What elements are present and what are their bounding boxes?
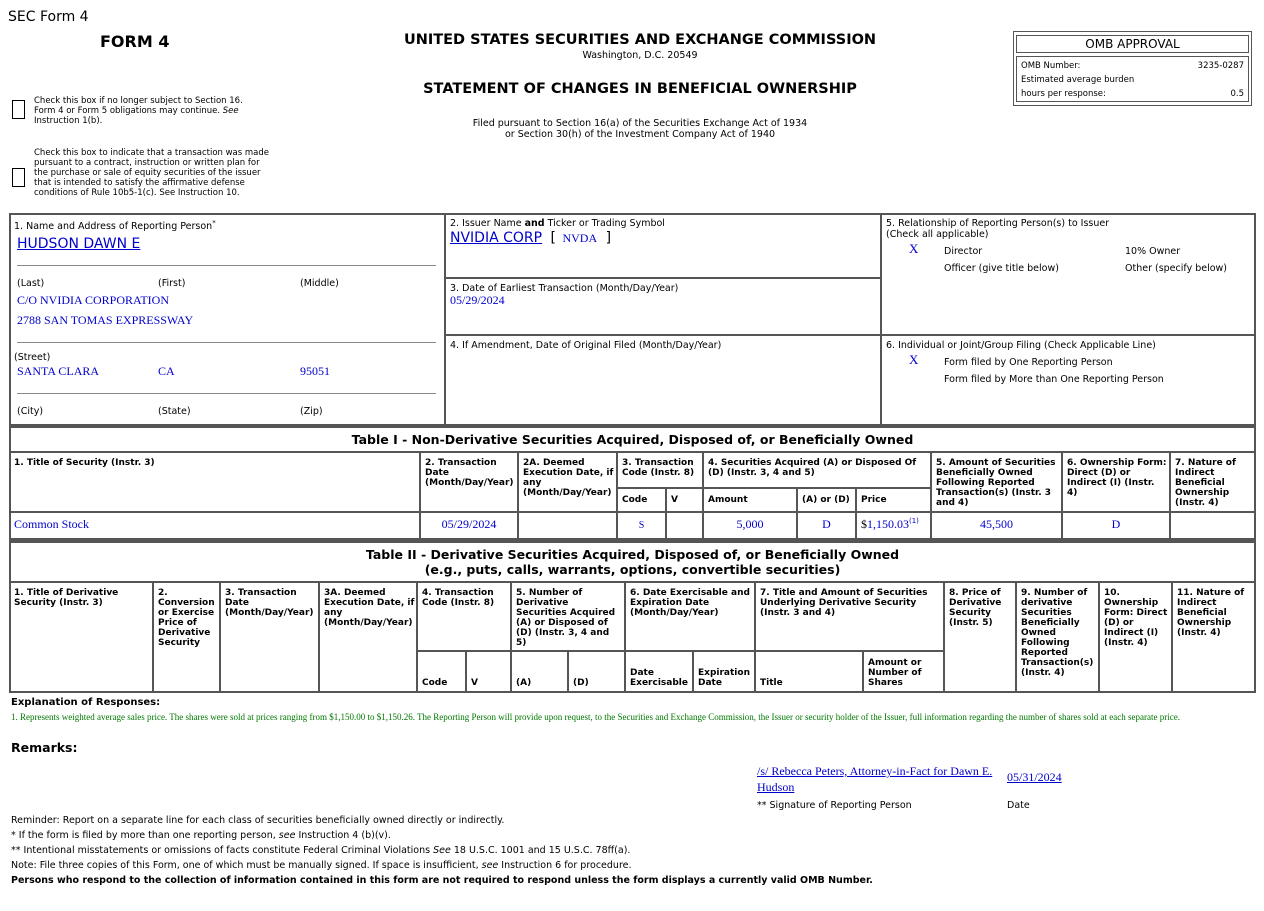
divider — [17, 342, 436, 343]
omb-burden-label2: hours per response: — [1021, 89, 1106, 99]
form-title: FORM 4 — [100, 32, 170, 51]
t2-h10: 10. Ownership Form: Direct (D) or Indirect (I) (Instr. 4) — [1104, 588, 1168, 648]
t1-h3: 3. Transaction Code (Instr. 8) — [622, 458, 695, 478]
t1-row-form: D — [1111, 517, 1121, 531]
footer-l4-see: see — [481, 860, 499, 871]
omb-details — [1016, 56, 1249, 102]
t1-h4: 4. Securities Acquired (A) or Disposed Of (D) (Instr. 3, 4 and 5) — [708, 458, 917, 478]
divider — [17, 265, 436, 266]
footer-l4-post: Instruction 6 for procedure. — [498, 860, 632, 871]
footer-l3-pre: ** Intentional misstatements or omissions of facts constitute Federal Criminal Violations — [11, 845, 434, 856]
footer-reminder: Reminder: Report on a separate line for each class of securities beneficially owned directly or indirectly. — [11, 815, 505, 826]
table2-title — [9, 547, 1256, 577]
commission-city: Washington, D.C. 20549 — [582, 50, 698, 61]
divider — [9, 538, 1256, 540]
t1-row-price — [861, 517, 919, 532]
reporting-person-name-link[interactable]: HUDSON DAWN E — [17, 236, 141, 252]
t2-h5: 5. Number of Derivative Securities Acquired (A) or Disposed of (D) (Instr. 3, 4 and 5) — [516, 588, 616, 648]
officer-label: Officer (give title below) — [944, 263, 1059, 274]
rule10b5-text: Check this box to indicate that a transaction was made pursuant to a contract, instruction or written plan for the purchase or sale of equity securities of the issuer that is intended to satisfy the affirmative defense conditions of Rule 10b5-1(c). See Instruction 10. — [34, 148, 270, 198]
t1-h2: 2. Transaction Date (Month/Day/Year) — [425, 458, 514, 488]
divider — [318, 582, 320, 692]
street-label: (Street) — [14, 352, 51, 363]
table1-title: Table I - Non-Derivative Securities Acquired, Disposed of, or Beneficially Owned — [351, 432, 914, 447]
t2-h9: 9. Number of derivative Securities Beneficially Owned Following Reported Transaction(s) (Instr. 4) — [1021, 588, 1094, 678]
t1-aord: (A) or (D) — [802, 495, 850, 505]
divider — [9, 581, 1256, 583]
t1-h2a: 2A. Deemed Execution Date, if any (Month/Day/Year) — [523, 458, 614, 498]
address-line2: 2788 SAN TOMAS EXPRESSWAY — [17, 313, 194, 327]
t2-h2: 2. Conversion or Exercise Price of Derivative Security — [158, 588, 215, 648]
bracket-open: [ — [550, 230, 557, 246]
t1-row-aord: D — [822, 517, 831, 531]
other-label: Other (specify below) — [1125, 263, 1228, 274]
explanation-label: Explanation of Responses: — [11, 697, 161, 708]
divider — [9, 511, 1256, 513]
relationship-label — [886, 218, 1109, 240]
statement-title: STATEMENT OF CHANGES IN BENEFICIAL OWNERSHIP — [423, 81, 857, 97]
divider — [444, 213, 446, 426]
middle-label: (Middle) — [300, 278, 339, 289]
filing-label: 6. Individual or Joint/Group Filing (Check Applicable Line) — [886, 340, 1156, 351]
signature-date-link[interactable]: 05/31/2024 — [1007, 770, 1062, 784]
t1-h7: 7. Nature of Indirect Beneficial Ownership (Instr. 4) — [1175, 458, 1236, 508]
divider — [17, 393, 436, 394]
t1-h1: 1. Title of Security (Instr. 3) — [14, 458, 155, 468]
t2-h11: 11. Nature of Indirect Beneficial Ownership (Instr. 4) — [1177, 588, 1245, 638]
issuer-label-pre: 2. Issuer Name — [450, 218, 525, 229]
zip-value: 95051 — [300, 364, 330, 378]
section16-description: Check this box if no longer subject to Section 16. Form 4 or Form 5 obligations may continue. — [34, 96, 243, 116]
t2-date-exercisable: Date Exercisable — [630, 668, 688, 688]
asterisk: * — [212, 219, 216, 227]
divider — [465, 651, 467, 692]
omb-approval-box — [1013, 31, 1252, 106]
footer-line2 — [11, 830, 391, 841]
relationship-label-text: 5. Relationship of Reporting Person(s) to Issuer — [886, 218, 1110, 229]
footer-l2-post: Instruction 4 (b)(v). — [295, 830, 391, 841]
city-value: SANTA CLARA — [17, 364, 100, 378]
issuer-label-post: Ticker or Trading Symbol — [544, 218, 665, 229]
divider — [9, 451, 1256, 453]
omb-burden-value: 0.5 — [1230, 89, 1244, 99]
t1-row-date: 05/29/2024 — [441, 517, 497, 531]
divider — [617, 487, 931, 489]
divider — [416, 582, 418, 692]
address-line1: C/O NVIDIA CORPORATION — [17, 293, 170, 307]
omb-number-label: OMB Number: — [1021, 61, 1081, 71]
issuer-label-and: and — [524, 218, 545, 229]
amendment-date-label: 4. If Amendment, Date of Original Filed (Month/Day/Year) — [450, 340, 722, 351]
t1-amount: Amount — [708, 495, 748, 505]
commission-title: UNITED STATES SECURITIES AND EXCHANGE COMMISSION — [403, 32, 877, 48]
footer-line3 — [11, 845, 630, 856]
t1-row-amount: 5,000 — [736, 517, 764, 531]
t2-h6: 6. Date Exercisable and Expiration Date (Month/Day/Year) — [630, 588, 750, 618]
t2-d: (D) — [573, 678, 589, 688]
issuer-label — [450, 218, 665, 229]
director-mark: X — [909, 241, 919, 256]
t2-expiration: Expiration Date — [698, 668, 750, 688]
remarks-label: Remarks: — [11, 740, 78, 755]
bracket-close: ] — [605, 230, 612, 246]
divider — [445, 277, 881, 279]
filing-more-label: Form filed by More than One Reporting Person — [944, 374, 1164, 385]
state-label: (State) — [158, 406, 191, 417]
t1-price: Price — [861, 495, 887, 505]
t1-code: Code — [622, 495, 648, 505]
t1-h5: 5. Amount of Securities Beneficially Owned Following Reported Transaction(s) (Instr. 3 and 4) — [936, 458, 1056, 508]
city-label: (City) — [17, 406, 44, 417]
director-label: Director — [944, 246, 983, 257]
t2-h3: 3. Transaction Date (Month/Day/Year) — [225, 588, 314, 618]
t2-code: Code — [422, 678, 448, 688]
table2-title1: Table II - Derivative Securities Acquired, Disposed of, or Beneficially Owned — [365, 547, 900, 562]
t2-h8: 8. Price of Derivative Security (Instr. 5) — [949, 588, 1002, 628]
relationship-sub: (Check all applicable) — [886, 229, 989, 240]
filed-pursuant-line1: Filed pursuant to Section 16(a) of the Securities Exchange Act of 1934 — [472, 118, 808, 129]
t2-amount: Amount or Number of Shares — [868, 658, 922, 688]
footer-l2-see: see — [278, 830, 296, 841]
t1-price-symbol: $ — [861, 517, 867, 531]
divider — [445, 334, 1256, 336]
first-label: (First) — [158, 278, 186, 289]
divider — [567, 651, 569, 692]
t2-h4: 4. Transaction Code (Instr. 8) — [422, 588, 495, 608]
reporting-person-label — [14, 219, 216, 232]
section16-text — [34, 96, 264, 126]
divider — [1171, 582, 1173, 692]
earliest-date-label: 3. Date of Earliest Transaction (Month/Day/Year) — [450, 283, 679, 294]
earliest-date-value: 05/29/2024 — [450, 293, 505, 307]
state-value: CA — [158, 364, 175, 378]
t2-a: (A) — [516, 678, 532, 688]
t1-row-owned: 45,500 — [980, 517, 1013, 531]
t1-h6: 6. Ownership Form: Direct (D) or Indirect (I) (Instr. 4) — [1067, 458, 1167, 498]
divider — [1015, 582, 1017, 692]
explanation-note1: 1. Represents weighted average sales price. The shares were sold at prices ranging from $1,150.00 to $1,150.26. The Reporting Person will provide upon request, to the Securities and Exchange Commission, the Issuer or security holder of the Issuer, full information regarding the number of shares sold at each separate price. — [11, 712, 1180, 722]
divider — [692, 651, 694, 692]
t1-price-value: 1,150.03 — [867, 517, 909, 531]
divider — [517, 452, 519, 540]
omb-title: OMB APPROVAL — [1016, 35, 1249, 53]
t2-h7: 7. Title and Amount of Securities Underlying Derivative Security (Instr. 3 and 4) — [760, 588, 928, 618]
reporting-person-label-text: 1. Name and Address of Reporting Person — [14, 221, 213, 233]
ten-percent-owner-label: 10% Owner — [1125, 246, 1181, 257]
signature-link[interactable]: /s/ Rebecca Peters, Attorney-in-Fact for Dawn E. Hudson — [757, 764, 993, 794]
rule10b5-checkbox[interactable] — [12, 168, 25, 187]
divider — [796, 488, 798, 540]
filed-pursuant-line2: or Section 30(h) of the Investment Company Act of 1940 — [504, 129, 776, 140]
t2-h1: 1. Title of Derivative Security (Instr. 3) — [14, 588, 119, 608]
footer-l3-post: 18 U.S.C. 1001 and 15 U.S.C. 78ff(a). — [450, 845, 631, 856]
filing-one-label: Form filed by One Reporting Person — [944, 357, 1113, 368]
divider — [152, 582, 154, 692]
divider — [754, 582, 756, 692]
footer-l2-pre: * If the form is filed by more than one reporting person, — [11, 830, 279, 841]
t1-row-title: Common Stock — [14, 517, 90, 531]
footer-line5: Persons who respond to the collection of information contained in this form are not required to respond unless the form displays a currently valid OMB Number. — [11, 875, 873, 886]
divider — [417, 650, 944, 652]
last-label: (Last) — [17, 278, 45, 289]
t1-row-code-text: S — [638, 520, 645, 531]
divider — [510, 582, 512, 692]
footer-l3-see: See — [433, 845, 451, 856]
date-label: Date — [1007, 800, 1030, 811]
divider — [1098, 582, 1100, 692]
divider — [665, 488, 667, 540]
divider — [624, 582, 626, 692]
reporting-block — [9, 213, 1256, 426]
divider — [862, 651, 864, 692]
divider — [880, 213, 882, 426]
divider — [855, 488, 857, 540]
footer-line4 — [11, 860, 632, 871]
t2-title: Title — [760, 678, 783, 688]
t2-v: V — [471, 678, 478, 688]
section16-see: See — [222, 106, 239, 116]
form-title-small: SEC Form 4 — [8, 9, 89, 25]
omb-burden-label1: Estimated average burden — [1021, 75, 1135, 85]
table2-title2: (e.g., puts, calls, warrants, options, convertible securities) — [424, 562, 841, 577]
ticker-symbol: NVDA — [562, 231, 598, 245]
section16-instruction: Instruction 1(b). — [34, 116, 103, 126]
t2-h3a: 3A. Deemed Execution Date, if any (Month/Day/Year) — [324, 588, 415, 628]
t1-price-footnote[interactable]: (1) — [909, 517, 919, 525]
footer-l4-pre: Note: File three copies of this Form, one of which must be manually signed. If space is insufficient, — [11, 860, 482, 871]
t1-row-code — [618, 517, 665, 532]
omb-number-value: 3235-0287 — [1197, 61, 1244, 71]
filing-mark: X — [909, 352, 919, 367]
issuer-line — [450, 230, 611, 246]
issuer-name-link[interactable]: NVIDIA CORP — [450, 230, 543, 246]
signature-label: ** Signature of Reporting Person — [757, 800, 912, 811]
divider — [1169, 452, 1171, 540]
zip-label: (Zip) — [300, 406, 323, 417]
divider — [943, 582, 945, 692]
t1-v: V — [671, 495, 678, 505]
divider — [219, 582, 221, 692]
section16-checkbox[interactable] — [12, 100, 25, 119]
